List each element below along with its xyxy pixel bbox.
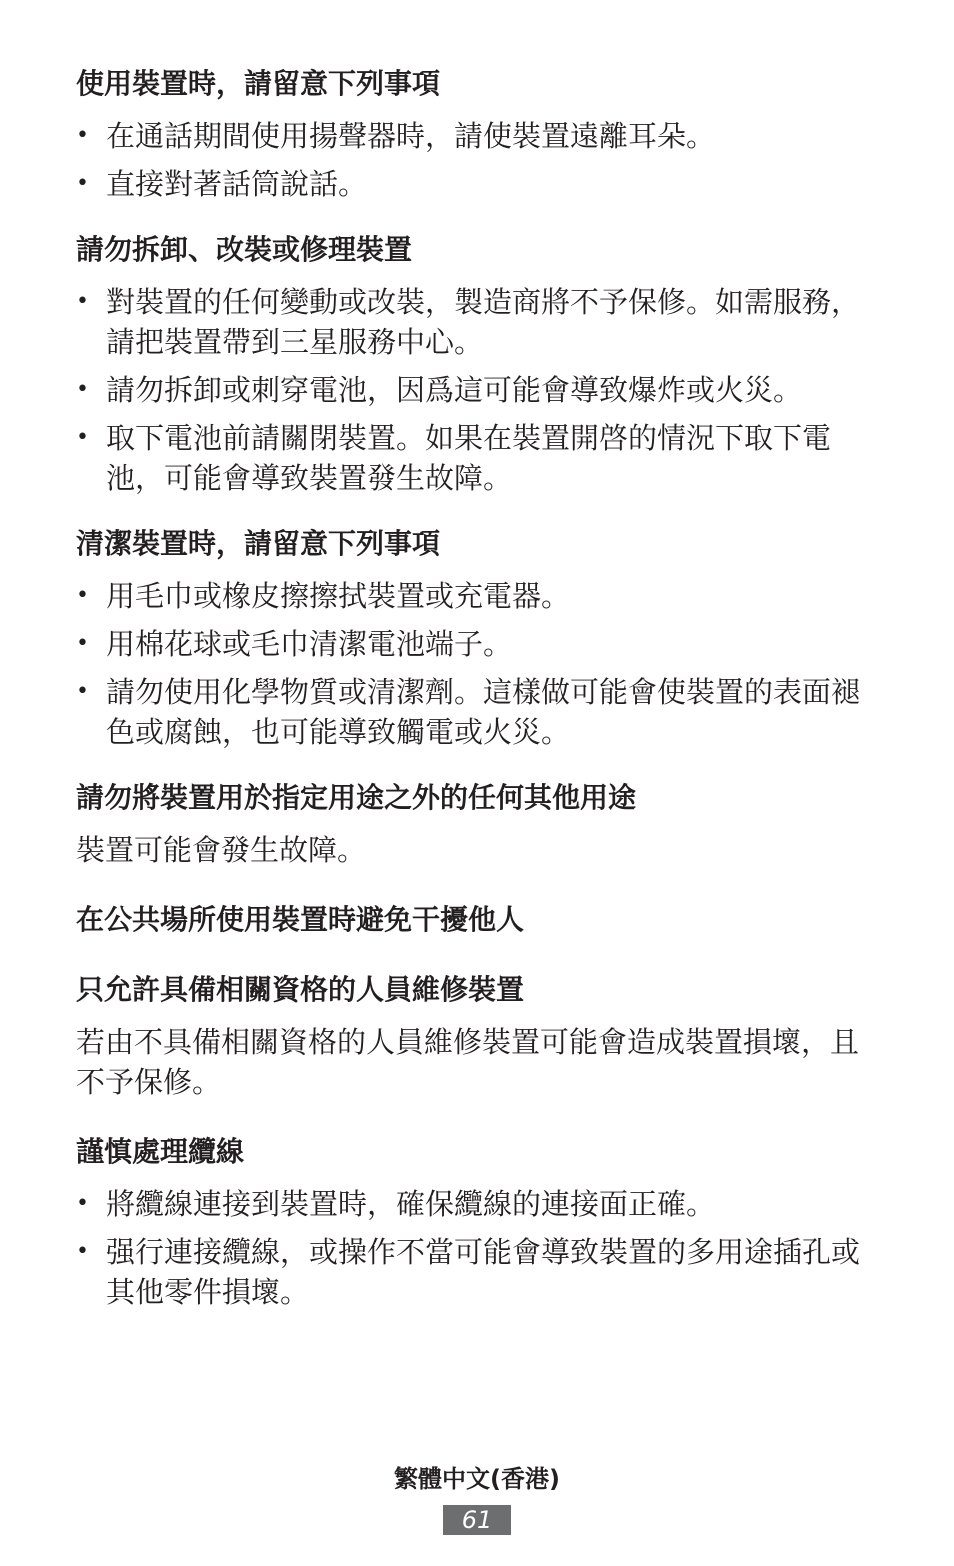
list-item [76, 1232, 876, 1312]
section-cleaning [76, 524, 876, 752]
section-speaker-use [76, 64, 876, 204]
bullet-icon: • [76, 377, 89, 402]
section-heading: 使用裝置時，請留意下列事項 [76, 67, 441, 100]
list-item-text: 用毛巾或橡皮擦擦拭裝置或充電器。 [106, 579, 571, 613]
list-item [76, 116, 876, 156]
list-item-text: 對裝置的任何變動或改裝，製造商將不予保修。如需服務，請把裝置帶到三星服務中心。 [106, 285, 861, 359]
section-heading: 請勿拆卸、改裝或修理裝置 [76, 233, 413, 266]
bullet-list [76, 576, 876, 752]
bullet-list [76, 1184, 876, 1312]
section-heading: 請勿將裝置用於指定用途之外的任何其他用途 [76, 781, 637, 814]
bullet-icon: • [76, 1239, 89, 1264]
list-item-text: 强行連接纜線，或操作不當可能會導致裝置的多用途插孔或其他零件損壞。 [106, 1235, 861, 1309]
bullet-icon: • [76, 171, 89, 196]
bullet-icon: • [76, 1191, 89, 1216]
section-paragraph: 若由不具備相關資格的人員維修裝置可能會造成裝置損壞，且不予保修。 [76, 1025, 860, 1099]
list-item [76, 370, 876, 410]
section-cable-handling [76, 1132, 876, 1312]
section-heading: 清潔裝置時，請留意下列事項 [76, 527, 441, 560]
footer-language: 繁體中文(香港) [394, 1465, 560, 1493]
list-item [76, 576, 876, 616]
section-heading: 謹慎處理纜線 [76, 1135, 245, 1168]
list-item-text: 請勿使用化學物質或清潔劑。這樣做可能會使裝置的表面褪色或腐蝕，也可能導致觸電或火災。 [106, 675, 861, 749]
list-item-text: 直接對著話筒說話。 [106, 167, 368, 201]
list-item-text: 取下電池前請關閉裝置。如果在裝置開啓的情況下取下電池，可能會導致裝置發生故障。 [106, 421, 832, 495]
bullet-icon: • [76, 425, 89, 450]
list-item-text: 在通話期間使用揚聲器時，請使裝置遠離耳朵。 [106, 119, 716, 153]
list-item [76, 418, 876, 498]
bullet-icon: • [76, 289, 89, 314]
list-item [76, 164, 876, 204]
bullet-icon: • [76, 679, 89, 704]
list-item [76, 624, 876, 664]
page-content [76, 64, 876, 1320]
bullet-list [76, 116, 876, 204]
list-item-text: 將纜線連接到裝置時，確保纜線的連接面正確。 [106, 1187, 716, 1221]
list-item [76, 672, 876, 752]
page-number-badge: 61 [443, 1505, 511, 1535]
section-heading: 只允許具備相關資格的人員維修裝置 [76, 973, 525, 1006]
list-item-text: 用棉花球或毛巾清潔電池端子。 [106, 627, 513, 661]
list-item [76, 1184, 876, 1224]
bullet-icon: • [76, 123, 89, 148]
bullet-icon: • [76, 583, 89, 608]
section-qualified-repair [76, 970, 876, 1102]
section-public-places [76, 900, 876, 940]
list-item-text: 請勿拆卸或刺穿電池，因爲這可能會導致爆炸或火災。 [106, 373, 803, 407]
section-heading: 在公共場所使用裝置時避免干擾他人 [76, 903, 525, 936]
section-paragraph: 裝置可能會發生故障。 [76, 833, 367, 867]
list-item [76, 282, 876, 362]
bullet-icon: • [76, 631, 89, 656]
bullet-list [76, 282, 876, 498]
section-no-disassembly [76, 230, 876, 498]
section-intended-use [76, 778, 876, 870]
